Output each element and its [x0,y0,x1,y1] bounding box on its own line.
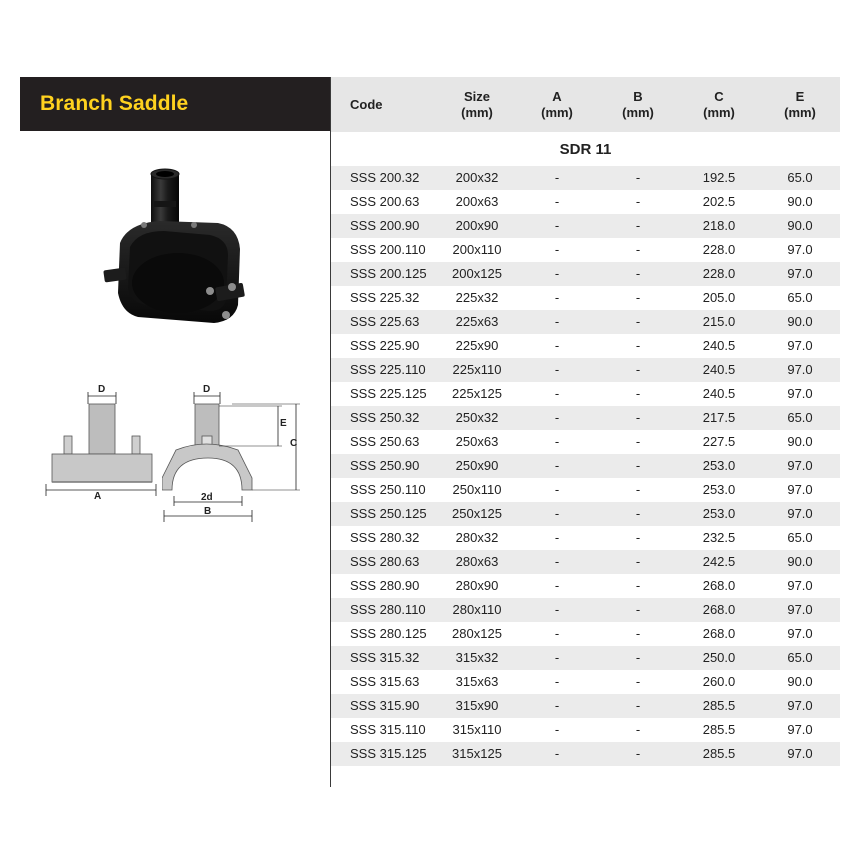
cell-a: - [554,506,560,521]
cell-c: 228.0 [702,266,736,281]
title-bar [20,77,330,131]
cell-a: - [554,218,560,233]
cell-c: 232.5 [702,530,736,545]
table-row [331,166,840,190]
cell-c: 215.0 [702,314,736,329]
cell-code: SSS 315.125 [350,746,427,761]
cell-b: - [635,650,641,665]
cell-e: 65.0 [787,170,813,185]
cell-b: - [635,338,641,353]
header-a: A (mm) [541,88,573,120]
cell-b: - [635,482,641,497]
cell-code: SSS 280.63 [350,554,420,569]
cell-c: 285.5 [702,722,736,737]
cell-size: 250x63 [455,434,499,449]
cell-b: - [635,746,641,761]
cell-a: - [554,458,560,473]
cell-b: - [635,458,641,473]
cell-a: - [554,170,560,185]
cell-b: - [635,674,641,689]
cell-c: 242.5 [702,554,736,569]
label-d-right: D [203,384,211,395]
cell-size: 225x110 [452,362,502,377]
group-label-sdr: SDR 11 [559,140,612,158]
cell-e: 97.0 [787,386,813,401]
cell-a: - [554,194,560,209]
cell-c: 218.0 [702,218,736,233]
cell-e: 97.0 [787,578,813,593]
cell-b: - [635,242,641,257]
cell-b: - [635,386,641,401]
cell-e: 97.0 [787,698,813,713]
cell-b: - [635,266,641,281]
cell-e: 97.0 [787,266,813,281]
cell-b: - [635,434,641,449]
cell-e: 97.0 [787,506,813,521]
cell-c: 240.5 [702,338,736,353]
cell-size: 250x32 [455,410,499,425]
cell-e: 97.0 [787,482,813,497]
cell-b: - [635,722,641,737]
cell-a: - [554,746,560,761]
cell-a: - [554,602,560,617]
cell-e: 65.0 [787,650,813,665]
cell-code: SSS 280.32 [350,530,420,545]
cell-c: 260.0 [702,674,736,689]
cell-a: - [554,362,560,377]
cell-size: 280x32 [455,530,499,545]
cell-c: 228.0 [702,242,736,257]
cell-c: 202.5 [702,194,736,209]
cell-c: 268.0 [702,602,736,617]
cell-e: 97.0 [787,626,813,641]
cell-b: - [635,554,641,569]
cell-a: - [554,482,560,497]
table-row [331,214,840,238]
cell-code: SSS 250.32 [350,410,420,425]
cell-e: 90.0 [787,554,813,569]
side-view-diagram [162,378,310,524]
cell-b: - [635,506,641,521]
label-d-left: D [98,384,106,395]
cell-b: - [635,602,641,617]
cell-code: SSS 250.63 [350,434,420,449]
table-row [331,622,840,646]
cell-e: 90.0 [787,218,813,233]
cell-code: SSS 315.63 [350,674,420,689]
cell-code: SSS 250.125 [350,506,427,521]
cell-a: - [554,290,560,305]
cell-size: 280x110 [452,602,502,617]
cell-a: - [554,314,560,329]
cell-c: 240.5 [702,362,736,377]
cell-a: - [554,266,560,281]
cell-e: 90.0 [787,314,813,329]
cell-b: - [635,218,641,233]
cell-a: - [554,434,560,449]
front-view-diagram [44,378,160,502]
cell-e: 97.0 [787,362,813,377]
header-c: C (mm) [703,88,735,120]
cell-c: 253.0 [702,458,736,473]
cell-e: 97.0 [787,458,813,473]
cell-size: 280x90 [455,578,499,593]
label-a-left: A [94,491,102,502]
cell-e: 97.0 [787,338,813,353]
cell-size: 225x90 [455,338,499,353]
cell-c: 285.5 [702,746,736,761]
cell-e: 65.0 [787,530,813,545]
cell-c: 253.0 [702,482,736,497]
cell-size: 315x110 [452,722,502,737]
cell-code: SSS 280.90 [350,578,420,593]
table-row [331,406,840,430]
cell-e: 65.0 [787,410,813,425]
table-row [331,478,840,502]
cell-b: - [635,170,641,185]
cell-a: - [554,698,560,713]
cell-c: 217.5 [702,410,736,425]
table-row [331,358,840,382]
cell-code: SSS 225.63 [350,314,420,329]
cell-code: SSS 225.32 [350,290,420,305]
cell-e: 90.0 [787,674,813,689]
cell-b: - [635,530,641,545]
cell-a: - [554,386,560,401]
cell-b: - [635,578,641,593]
table-row [331,334,840,358]
cell-code: SSS 225.90 [350,338,420,353]
table-row [331,550,840,574]
cell-e: 97.0 [787,242,813,257]
header-size: Size (mm) [461,88,493,120]
cell-c: 268.0 [702,578,736,593]
cell-c: 268.0 [702,626,736,641]
cell-c: 205.0 [702,290,736,305]
cell-a: - [554,530,560,545]
cell-e: 90.0 [787,434,813,449]
table-row [331,742,840,766]
cell-size: 225x32 [455,290,499,305]
cell-size: 250x90 [455,458,499,473]
cell-code: SSS 250.90 [350,458,420,473]
cell-e: 65.0 [787,290,813,305]
header-e: E (mm) [784,88,816,120]
cell-b: - [635,290,641,305]
table-row [331,430,840,454]
cell-a: - [554,410,560,425]
cell-size: 200x63 [455,194,499,209]
cell-c: 192.5 [702,170,736,185]
cell-code: SSS 200.90 [350,218,420,233]
cell-a: - [554,650,560,665]
cell-c: 227.5 [702,434,736,449]
table-row [331,382,840,406]
table-row [331,574,840,598]
cell-b: - [635,410,641,425]
branch-saddle-photo [98,165,258,335]
cell-c: 253.0 [702,506,736,521]
cell-size: 225x63 [455,314,499,329]
table-row [331,262,840,286]
table-row [331,454,840,478]
cell-size: 200x32 [455,170,499,185]
cell-code: SSS 200.63 [350,194,420,209]
cell-a: - [554,674,560,689]
table-body [331,166,840,766]
cell-code: SSS 315.32 [350,650,420,665]
cell-b: - [635,626,641,641]
cell-code: SSS 200.32 [350,170,420,185]
cell-a: - [554,554,560,569]
table-header [331,77,840,132]
cell-code: SSS 280.125 [350,626,427,641]
table-row [331,694,840,718]
table-row [331,526,840,550]
cell-code: SSS 225.125 [350,386,427,401]
cell-size: 250x125 [452,506,502,521]
header-b: B (mm) [622,88,654,120]
cell-e: 90.0 [787,194,813,209]
cell-a: - [554,626,560,641]
cell-b: - [635,698,641,713]
table-row [331,238,840,262]
cell-size: 315x63 [455,674,499,689]
cell-size: 280x63 [455,554,499,569]
label-b-right: B [204,506,212,517]
cell-a: - [554,578,560,593]
cell-size: 315x32 [455,650,499,665]
cell-e: 97.0 [787,746,813,761]
table-row [331,670,840,694]
table-row [331,598,840,622]
cell-c: 250.0 [702,650,736,665]
table-row [331,646,840,670]
cell-c: 285.5 [702,698,736,713]
cell-a: - [554,338,560,353]
table-row [331,310,840,334]
cell-code: SSS 225.110 [350,362,426,377]
cell-code: SSS 250.110 [350,482,426,497]
cell-e: 97.0 [787,602,813,617]
cell-size: 200x110 [452,242,502,257]
page-title: Branch Saddle [40,92,189,115]
cell-size: 200x90 [455,218,499,233]
cell-code: SSS 280.110 [350,602,426,617]
cell-code: SSS 200.125 [350,266,427,281]
table-row [331,502,840,526]
cell-size: 225x125 [452,386,502,401]
cell-size: 280x125 [452,626,502,641]
table-row [331,190,840,214]
cell-c: 240.5 [702,386,736,401]
cell-b: - [635,194,641,209]
cell-code: SSS 200.110 [350,242,426,257]
cell-size: 315x90 [455,698,499,713]
cell-size: 200x125 [452,266,502,281]
label-e-right: E [280,418,287,429]
table-row [331,286,840,310]
table-row [331,718,840,742]
cell-code: SSS 315.110 [350,722,426,737]
cell-code: SSS 315.90 [350,698,420,713]
cell-a: - [554,242,560,257]
cell-size: 315x125 [452,746,502,761]
cell-e: 97.0 [787,722,813,737]
cell-b: - [635,314,641,329]
cell-size: 250x110 [452,482,502,497]
cell-b: - [635,362,641,377]
header-code: Code [350,96,383,112]
label-c-right: C [290,438,298,449]
cell-a: - [554,722,560,737]
label-2d-right: 2d [201,492,213,503]
